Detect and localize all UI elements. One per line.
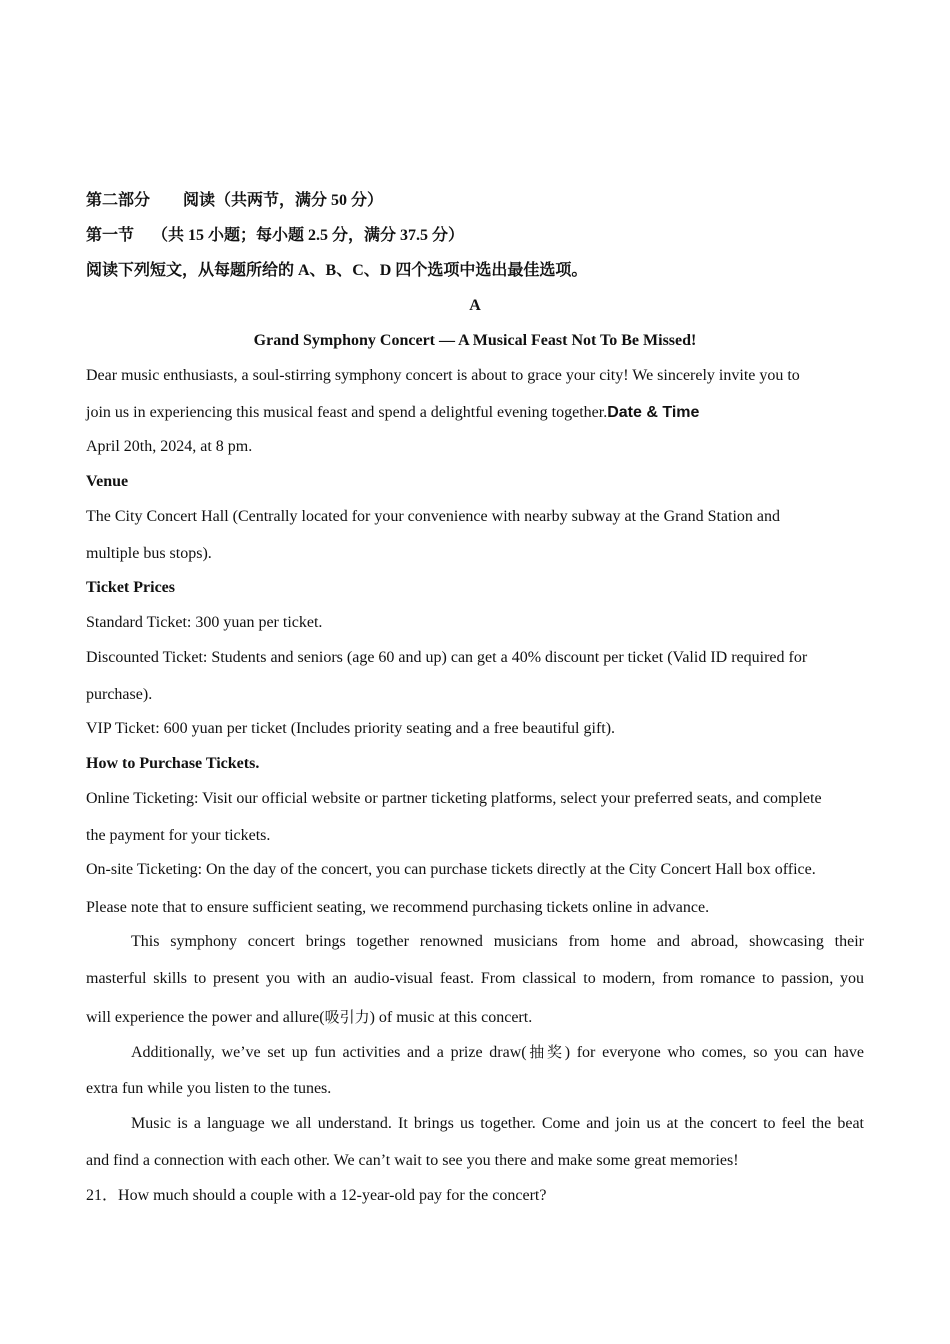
p1-chinese-gloss: 吸引力 [324,1008,370,1026]
ticket-discount-line-2: purchase). [86,686,153,703]
online-line-1: Online Ticketing: Visit our official website or partner ticketing platforms, select your preferred seats, and complete [86,790,822,807]
ticket-vip: VIP Ticket: 600 yuan per ticket (Includes priority seating and a free beautiful gift). [86,720,616,737]
p2-text-a: Additionally, we’ve set up fun activities and a prize draw( [131,1044,527,1061]
paragraph-2-line-2: extra fun while you listen to the tunes. [86,1080,332,1097]
passage-title: Grand Symphony Concert — A Musical Feast Not To Be Missed! [253,332,697,349]
purchase-heading: How to Purchase Tickets. [86,755,260,772]
intro-text: join us in experiencing this musical feast and spend a delightful evening together. [86,404,608,421]
intro-line-1: Dear music enthusiasts, a soul-stirring symphony concert is about to grace your city! We sincerely invite you to [86,367,800,384]
part-label: 第二部分 [86,192,151,209]
venue-heading: Venue [86,473,129,490]
ticket-standard: Standard Ticket: 300 yuan per ticket. [86,614,323,631]
onsite-text: On-site Ticketing: On the day of the concert, you can purchase tickets directly at the City Concert Hall box office. [86,861,816,878]
part-title: 阅读（共两节，满分 50 分） [183,192,384,209]
online-line-2: the payment for your tickets. [86,827,271,844]
question-text: How much should a couple with a 12-year-old pay for the concert? [118,1187,547,1204]
instruction: 阅读下列短文，从每题所给的 A、B、C、D 四个选项中选出最佳选项。 [86,262,588,279]
subsection-title: （共 15 小题；每小题 2.5 分，满分 37.5 分） [152,227,465,244]
question-number: 21． [86,1187,119,1204]
venue-line-2: multiple bus stops). [86,545,212,562]
paragraph-3-line-2: and find a connection with each other. We can’t wait to see you there and make some great memories! [86,1152,739,1169]
paragraph-1-line-3 [86,1007,864,1028]
tickets-heading: Ticket Prices [86,579,176,596]
p1-text-a: will experience the power and allure( [86,1009,325,1026]
date-heading: Date & Time [607,404,700,421]
note-text: Please note that to ensure sufficient seating, we recommend purchasing tickets online in advance. [86,899,710,916]
p1-text-b: ) of music at this concert. [369,1009,533,1026]
venue-line-1: The City Concert Hall (Centrally located for your convenience with nearby subway at the Grand Station and [86,508,781,525]
part-heading [86,191,864,211]
paragraph-2-line-1 [86,1042,864,1063]
subsection-label: 第一节 [86,227,135,244]
paragraph-1-line-1: This symphony concert brings together renowned musicians from home and abroad, showcasing their [131,933,864,950]
passage-label: A [469,297,481,314]
p2-chinese-gloss: 抽奖 [526,1043,565,1061]
p2-text-b: ) for everyone who comes, so you can have [564,1044,864,1061]
date-text: April 20th, 2024, at 8 pm. [86,438,253,455]
subsection-heading [86,226,864,246]
intro-line-2 [86,403,864,423]
paragraph-1-line-2: masterful skills to present you with an audio-visual feast. From classical to modern, from romance to passion, you [86,970,864,987]
paragraph-3-line-1: Music is a language we all understand. It brings us together. Come and join us at the concert to feel the beat [131,1115,864,1132]
question-21 [86,1186,864,1206]
ticket-discount-line-1: Discounted Ticket: Students and seniors (age 60 and up) can get a 40% discount per ticket (Valid ID required for [86,649,808,666]
